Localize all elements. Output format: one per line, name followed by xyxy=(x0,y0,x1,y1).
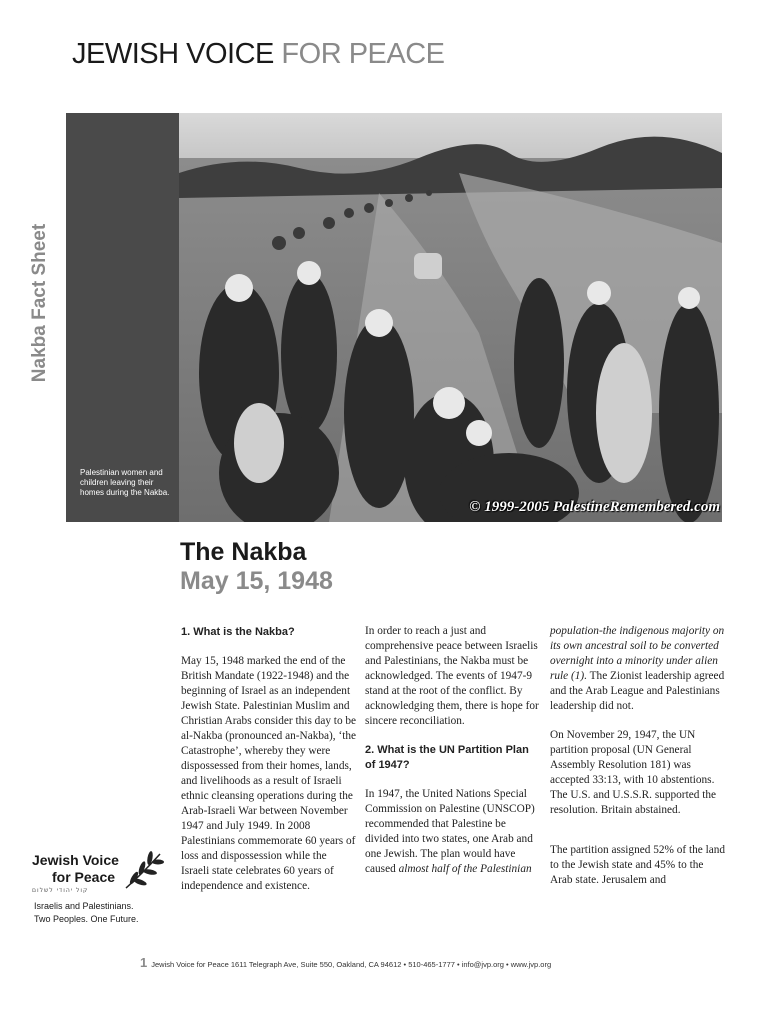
paragraph-acknowledge: In order to reach a just and comprehensive peace between Israelis and Palestinians, the Nakba must be acknowledged. The events of 1947-9 stand at the root of the conflict. By acknowledging them, there is hope for sincere reconciliation. xyxy=(365,625,539,727)
quote-italic: population-the indigenous majority on its own ancestral soil to be converted overnight into a minority under alien rule (1). xyxy=(550,625,725,682)
logo-line1: Jewish Voice xyxy=(32,852,119,868)
photo-illustration xyxy=(179,113,722,522)
paragraph-resolution: On November 29, 1947, the UN partition proposal (UN General Assembly Resolution 181) was accepted 33:13, with 10 abstentions. The U.S. and U.S.S.R. supported the resolution. Britain abstained. xyxy=(550,729,716,816)
jvp-logo xyxy=(30,848,170,928)
footer-contact: Jewish Voice for Peace 1611 Telegraph Ave, Suite 550, Oakland, CA 94612 • 510-465-1777 • info@jvp.org • www.jvp.org xyxy=(151,960,552,969)
masthead-light: FOR PEACE xyxy=(281,38,445,70)
footer xyxy=(140,955,551,970)
logo-hebrew: קול יהודי לשלום xyxy=(32,887,89,894)
paragraph-quote xyxy=(550,624,726,714)
refugee-photo xyxy=(179,113,722,522)
page-number: 1 xyxy=(140,955,148,970)
photo-caption: Palestinian women and children leaving their homes during the Nakba. xyxy=(80,468,170,497)
paragraph-unscop xyxy=(365,787,541,877)
photo-credit: © 1999-2005 PalestineRemembered.com xyxy=(469,499,720,515)
logo-line2: for Peace xyxy=(52,869,116,885)
column-2 xyxy=(365,624,541,891)
olive-branch-icon xyxy=(120,848,166,894)
column-3 xyxy=(550,624,726,902)
paragraph-partition: The partition assigned 52% of the land to the Jewish state and 45% to the Arab state. Jerusalem and xyxy=(550,844,726,886)
quote-rest: The Zionist leadership agreed and the Arab League and Palestinians leadership did not. xyxy=(550,670,725,712)
unscop-italic: almost half of the Palestinian xyxy=(398,863,532,875)
paragraph-nakba: May 15, 1948 marked the end of the British Mandate (1922-1948) and the beginning of Israel as an independent Jewish State. Palestinian Muslim and Christian Arabs consider this day to be al-Nakba (pronounced an-Nakba), ‘the Catastrophe’, whereby they were dispossessed from their homes, lands, and livelihoods as a result of Israeli ethnic cleansing operations during the Arab-Israeli War between November 1947 and July 1949. In 2008 Palestinians commemorate 60 years of loss and dispossession while the Israeli state celebrates 60 years of independence and existence. xyxy=(181,655,357,892)
page-date: May 15, 1948 xyxy=(180,567,333,595)
logo-tagline-1: Israelis and Palestinians. xyxy=(34,901,134,911)
masthead-bold: JEWISH VOICE xyxy=(72,38,282,70)
column-1 xyxy=(181,625,357,908)
sidebar-bar xyxy=(66,113,179,522)
sidebar-label-text: Nakba Fact Sheet xyxy=(29,223,50,383)
page-title: The Nakba xyxy=(180,538,307,566)
section-heading-2: 2. What is the UN Partition Plan of 1947? xyxy=(365,744,529,771)
unscop-text: In 1947, the United Nations Special Commission on Palestine (UNSCOP) recommended that Palestine be divided into two states, one Arab and one Jewish. The plan would have caused xyxy=(365,788,535,875)
section-heading-1: 1. What is the Nakba? xyxy=(181,626,295,638)
masthead xyxy=(72,38,445,71)
logo-tagline-2: Two Peoples. One Future. xyxy=(34,914,139,924)
